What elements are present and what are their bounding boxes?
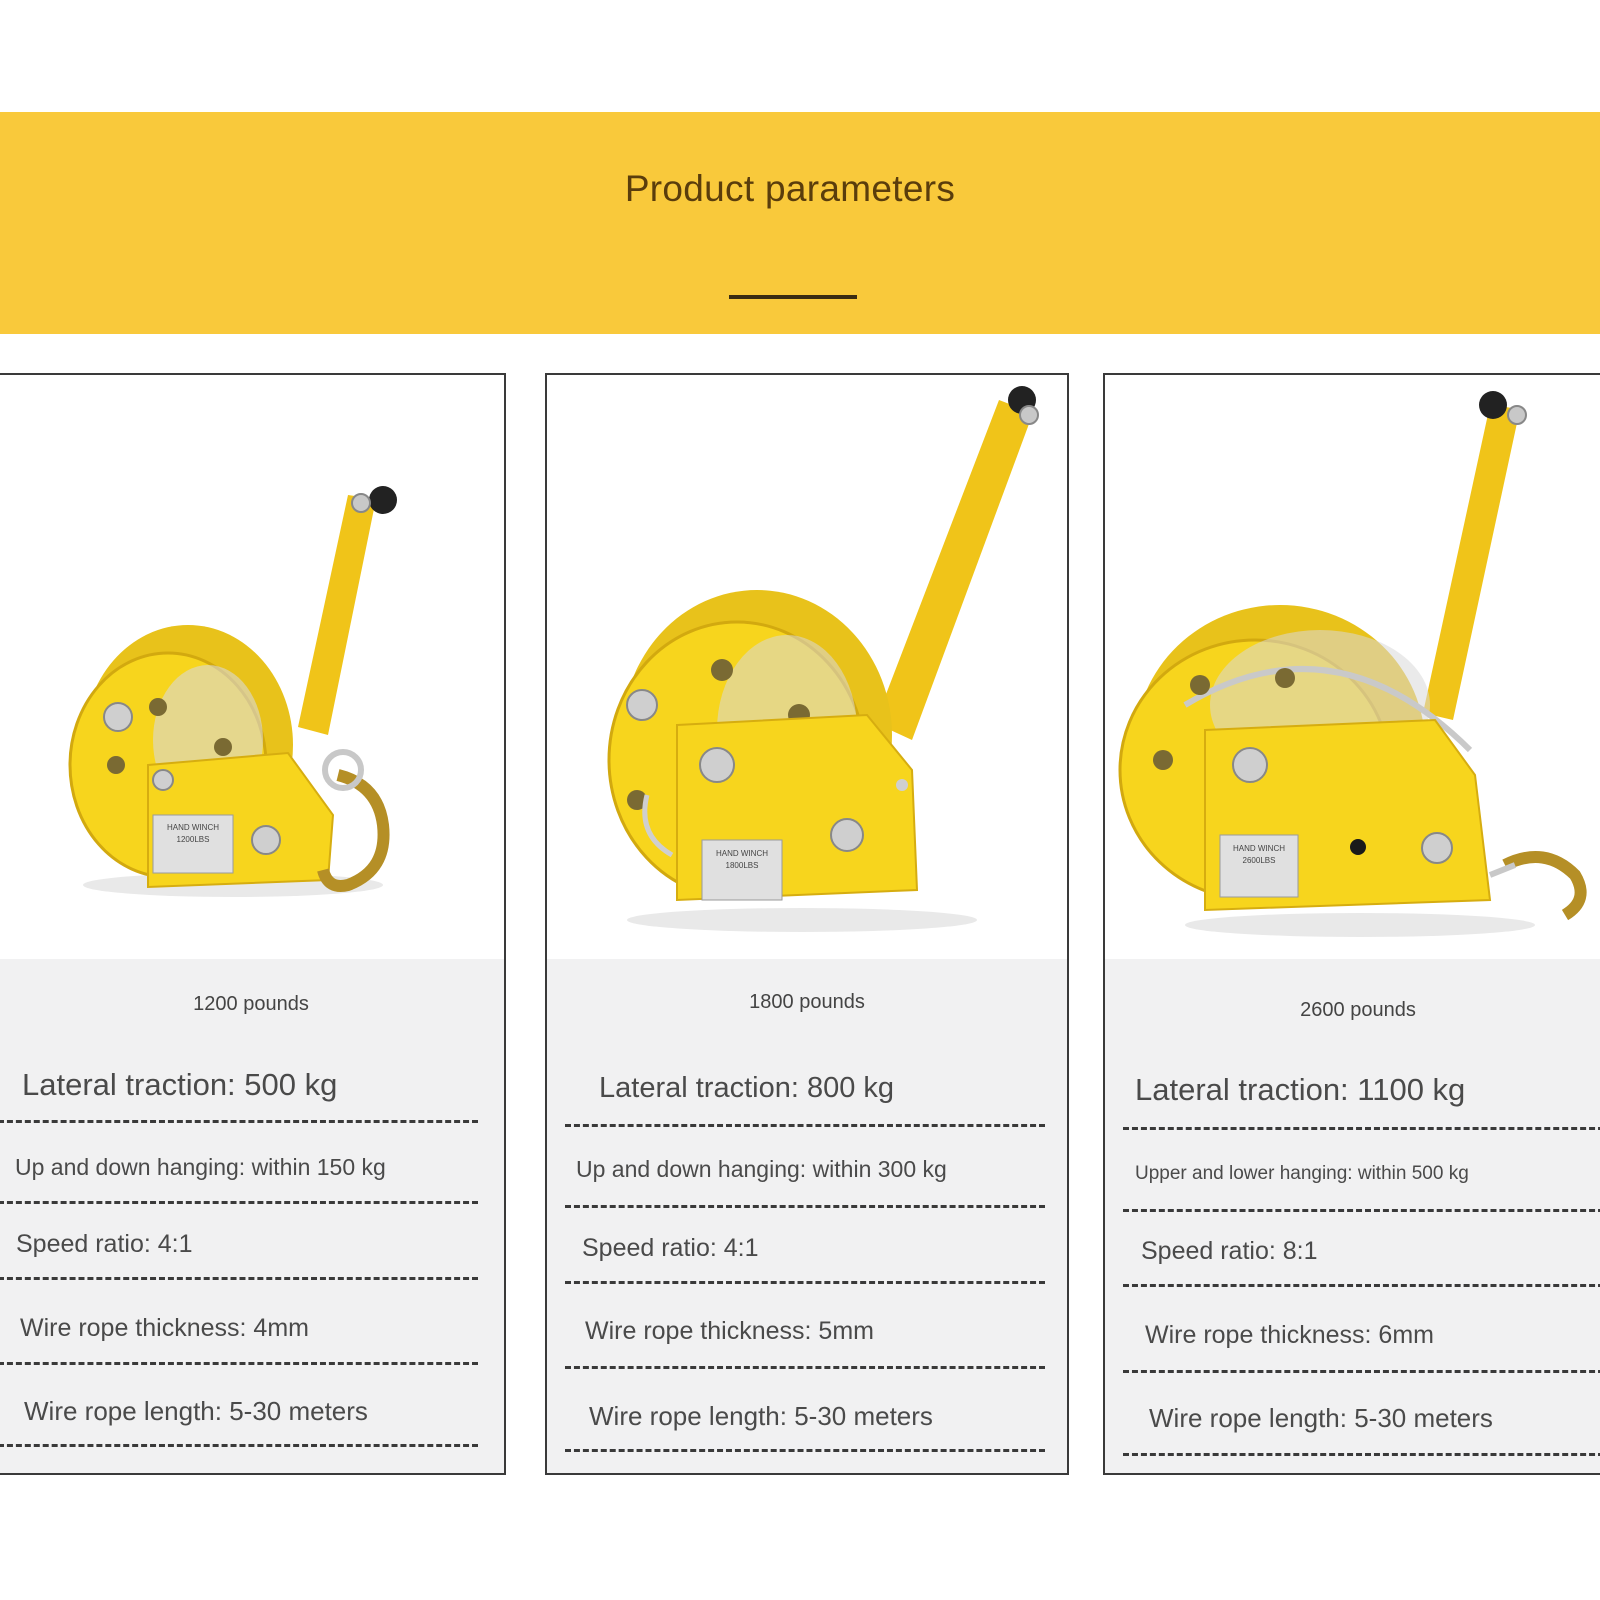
plate-text: HAND WINCH xyxy=(1233,844,1285,853)
plate-text: HAND WINCH xyxy=(716,849,768,858)
product-card-2600: HAND WINCH 2600LBS 2600 pounds Lateral traction: 1100 kg Upper and lower hanging: within 500 kg Speed ratio: 8:1 Wire rope thickness: 6mm Wire rope length: 5-30 meters xyxy=(1103,373,1600,1475)
capacity-label: 1800 pounds xyxy=(749,991,865,1013)
product-card-1200: HAND WINCH 1200LBS 1200 pounds Lateral traction: 500 kg Up and down hanging: within 150 kg Speed ratio: 4:1 Wire rope thickness: 4mm Wire rope length: 5-30 meters xyxy=(0,373,506,1475)
svg-text:1800LBS: 1800LBS xyxy=(725,861,759,870)
hand-winch-1200-image xyxy=(0,375,506,959)
svg-text:1200LBS: 1200LBS xyxy=(176,835,210,844)
product-photo xyxy=(1105,375,1600,959)
product-photo xyxy=(547,375,1067,959)
capacity-label: 1200 pounds xyxy=(193,993,309,1015)
title-underline xyxy=(729,295,857,299)
capacity-label: 2600 pounds xyxy=(1300,999,1416,1021)
page-title: Product parameters xyxy=(624,168,956,209)
hand-winch-1800-image xyxy=(547,375,1069,959)
product-card-1800: HAND WINCH 1800LBS 1800 pounds Lateral traction: 800 kg Up and down hanging: within 300 kg Speed ratio: 4:1 Wire rope thickness: 5mm Wire rope length: 5-30 meters xyxy=(545,373,1069,1475)
product-photo xyxy=(0,375,504,959)
header-banner xyxy=(0,112,1600,334)
plate-text: HAND WINCH xyxy=(167,823,219,832)
svg-text:2600LBS: 2600LBS xyxy=(1242,856,1276,865)
hand-winch-2600-image xyxy=(1105,375,1600,959)
